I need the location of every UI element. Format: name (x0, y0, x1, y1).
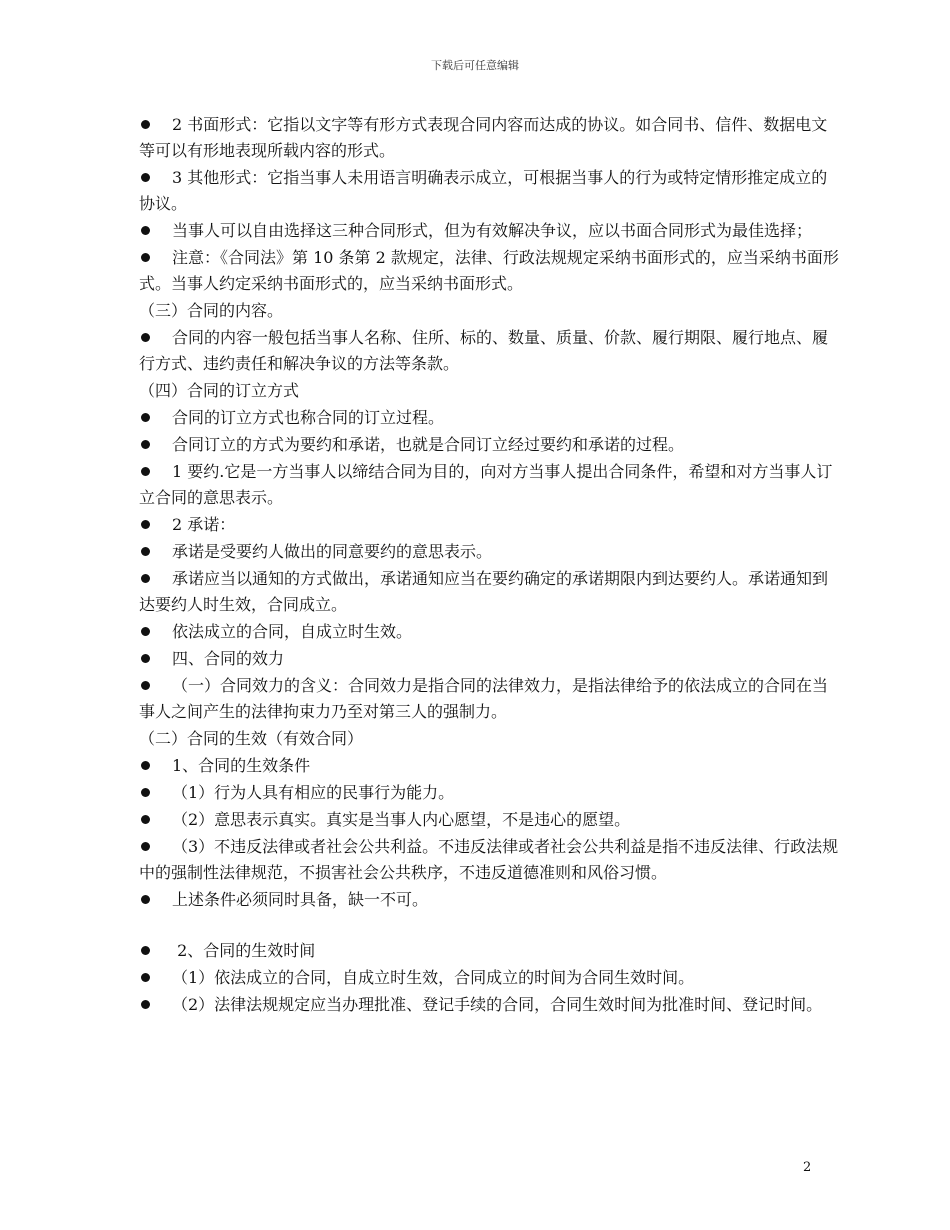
bullet-icon (141, 788, 150, 797)
paragraph-text: 上述条件必须同时具备，缺一不可。 (172, 890, 429, 909)
bullet-paragraph (139, 245, 839, 297)
bullet-paragraph (139, 834, 839, 886)
bullet-paragraph (139, 218, 839, 244)
page-header: 下载后可任意编辑 (431, 59, 519, 72)
paragraph-text: （四）合同的订立方式 (139, 381, 300, 400)
paragraph-text: 注意：《合同法》第 10 条第 2 款规定，法律、行政法规规定采纳书面形式的，应当采纳书面形式。当事人约定采纳书面形式的，应当采纳书面形式。 (139, 248, 839, 293)
bullet-icon (141, 226, 150, 235)
bullet-icon (141, 574, 150, 583)
paragraph-text: （1）依法成立的合同，自成立时生效，合同成立的时间为合同生效时间。 (172, 968, 695, 987)
paragraph-text: （3）不违反法律或者社会公共利益。不违反法律或者社会公共利益是指不违反法律、行政法规中的强制性法律规范，不损害社会公共秩序，不违反道德准则和风俗习惯。 (139, 837, 839, 882)
paragraph-text: 合同的内容一般包括当事人名称、住所、标的、数量、质量、价款、履行期限、履行地点、履行方式、违约责任和解决争议的方法等条款。 (139, 328, 829, 373)
paragraph-text: （二）合同的生效（有效合同） (139, 729, 364, 748)
bullet-icon (141, 1000, 150, 1009)
bullet-icon (141, 520, 150, 529)
bullet-icon (141, 173, 150, 182)
paragraph-text: 依法成立的合同，自成立时生效。 (172, 622, 413, 641)
bullet-icon (141, 973, 150, 982)
bullet-paragraph (139, 539, 839, 565)
bullet-paragraph (139, 887, 839, 913)
bullet-paragraph (139, 807, 839, 833)
bullet-icon (141, 681, 150, 690)
paragraph-text: 四、合同的效力 (172, 649, 285, 668)
paragraph-text: （1）行为人具有相应的民事行为能力。 (172, 783, 455, 802)
document-body (139, 112, 839, 1019)
paragraph-text: 当事人可以自由选择这三种合同形式，但为有效解决争议，应以书面合同形式为最佳选择； (172, 221, 813, 240)
bullet-paragraph (139, 938, 839, 964)
bullet-icon (141, 120, 150, 129)
paragraph-text: （2）法律法规规定应当办理批准、登记手续的合同，合同生效时间为批准时间、登记时间。 (172, 995, 823, 1014)
bullet-paragraph (139, 432, 839, 458)
bullet-icon (141, 627, 150, 636)
bullet-paragraph (139, 512, 839, 538)
bullet-paragraph (139, 673, 839, 725)
paragraph-text: 1 要约.它是一方当事人以缔结合同为目的，向对方当事人提出合同条件，希望和对方当事人订立合同的意思表示。 (139, 462, 833, 507)
bullet-icon (141, 440, 150, 449)
bullet-icon (141, 333, 150, 342)
page-number: 2 (803, 1160, 812, 1175)
paragraph-text: 承诺应当以通知的方式做出，承诺通知应当在要约确定的承诺期限内到达要约人。承诺通知到达要约人时生效，合同成立。 (139, 569, 829, 614)
bullet-icon (141, 761, 150, 770)
bullet-icon (141, 547, 150, 556)
bullet-icon (141, 467, 150, 476)
bullet-icon (141, 842, 150, 851)
bullet-icon (141, 413, 150, 422)
paragraph-text: （一）合同效力的含义：合同效力是指合同的法律效力，是指法律给予的依法成立的合同在当事人之间产生的法律拘束力乃至对第三人的强制力。 (139, 676, 829, 721)
bullet-paragraph (139, 780, 839, 806)
bullet-icon (141, 815, 150, 824)
bullet-icon (141, 946, 150, 955)
bullet-icon (141, 895, 150, 904)
bullet-paragraph (139, 619, 839, 645)
bullet-paragraph (139, 405, 839, 431)
paragraph-text: 承诺是受要约人做出的同意要约的意思表示。 (172, 542, 493, 561)
paragraph-text: （三）合同的内容。 (139, 301, 284, 320)
paragraph-text: 2 承诺： (172, 515, 236, 534)
bullet-paragraph (139, 753, 839, 779)
paragraph-text: （2）意思表示真实。真实是当事人内心愿望，不是违心的愿望。 (172, 810, 631, 829)
bullet-paragraph (139, 965, 839, 991)
section-heading (139, 726, 839, 752)
blank-line (139, 914, 839, 938)
bullet-paragraph (139, 566, 839, 618)
bullet-paragraph (139, 992, 839, 1018)
bullet-icon (141, 253, 150, 262)
bullet-paragraph (139, 459, 839, 511)
section-heading (139, 378, 839, 404)
paragraph-text: 3 其他形式：它指当事人未用语言明确表示成立，可根据当事人的行为或特定情形推定成立的协议。 (139, 168, 828, 213)
bullet-paragraph (139, 165, 839, 217)
bullet-paragraph (139, 325, 839, 377)
paragraph-text: 1、合同的生效条件 (172, 756, 311, 775)
bullet-paragraph (139, 112, 839, 164)
paragraph-text: 2 书面形式：它指以文字等有形方式表现合同内容而达成的协议。如合同书、信件、数据电文等可以有形地表现所载内容的形式。 (139, 115, 828, 160)
paragraph-text: 2、合同的生效时间 (172, 941, 316, 960)
bullet-paragraph (139, 646, 839, 672)
bullet-icon (141, 654, 150, 663)
section-heading (139, 298, 839, 324)
paragraph-text: 合同的订立方式也称合同的订立过程。 (172, 408, 445, 427)
paragraph-text: 合同订立的方式为要约和承诺，也就是合同订立经过要约和承诺的过程。 (172, 435, 685, 454)
